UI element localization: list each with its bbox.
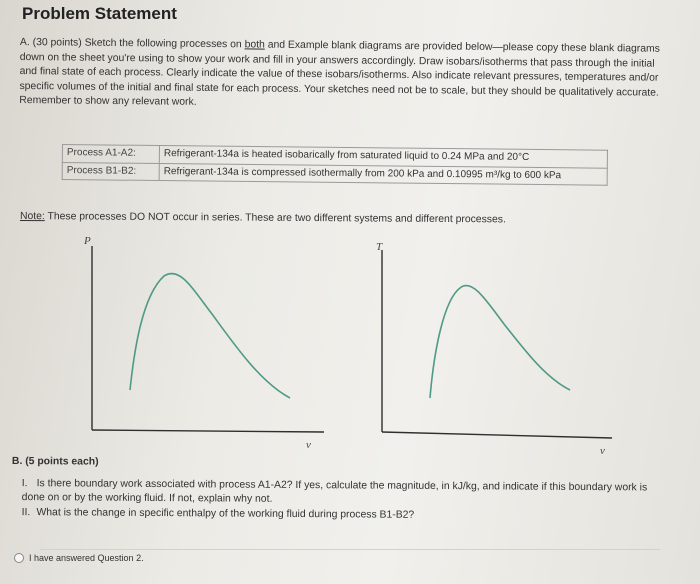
part-a-rest: and Example blank diagrams are provided below—please copy these blank diagrams down on the sheet you're using to show your work and fill in your answers accordingly. Draw isobars/isotherms that pass through the initial and final state of each process. Clearly indicate the value of these isobars/isotherms. Also indicate relevant pressures, temperatures and/or specific volumes of the initial and final state for each process. Your sketches need not be to scale, but they should be qualitatively accurate. Remember to show any relevant work. — [19, 39, 660, 108]
tv-saturation-dome — [430, 286, 570, 398]
part-a-both: both — [244, 39, 265, 51]
question-1 — [12, 476, 662, 510]
pv-diagram — [84, 232, 334, 452]
tv-x-label: v — [600, 445, 605, 457]
answered-radio[interactable] — [14, 553, 24, 563]
part-b — [12, 455, 662, 525]
question-2-text: What is the change in specific enthalpy of the working fluid during process B1-B2? — [36, 506, 415, 521]
question-2-number: II. — [21, 506, 31, 518]
part-b-header: B. (5 points each) — [11, 455, 99, 468]
divider — [40, 549, 660, 550]
process-b-text: Refrigerant-134a is compressed isothermally from 200 kPa and 0.10995 m³/kg to 600 kPa — [159, 163, 607, 185]
tv-diagram — [374, 240, 624, 460]
part-a-lead: A. (30 points) Sketch the following processes on — [19, 36, 242, 51]
answered-option[interactable] — [14, 553, 144, 563]
page-title: Problem Statement — [22, 4, 177, 23]
pv-x-axis — [92, 430, 324, 432]
process-a-label: Process A1-A2: — [62, 145, 159, 164]
pv-saturation-dome — [130, 274, 290, 398]
answered-label: I have answered Question 2. — [29, 553, 144, 563]
process-a-text: Refrigerant-134a is heated isobarically from saturated liquid to 0.24 MPa and 20°C — [159, 146, 607, 168]
pv-y-label: P — [84, 235, 91, 247]
process-table — [62, 144, 608, 186]
process-b-label: Process B1-B2: — [62, 162, 159, 181]
part-a-instructions — [19, 36, 660, 115]
question-1-number: I. — [21, 477, 28, 489]
question-1-text: Is there boundary work associated with process A1-A2? If yes, calculate the magnitude, in kJ/kg, and indicate if this boundary work is done on or by the working fluid. If not, explain why not. — [21, 477, 648, 505]
note — [20, 211, 506, 225]
note-label: Note: — [19, 211, 45, 223]
note-text: These processes DO NOT occur in series. These are two different systems and different processes. — [47, 211, 506, 226]
pv-x-label: v — [306, 439, 311, 451]
tv-x-axis — [382, 432, 612, 438]
tv-y-label: T — [376, 241, 383, 253]
